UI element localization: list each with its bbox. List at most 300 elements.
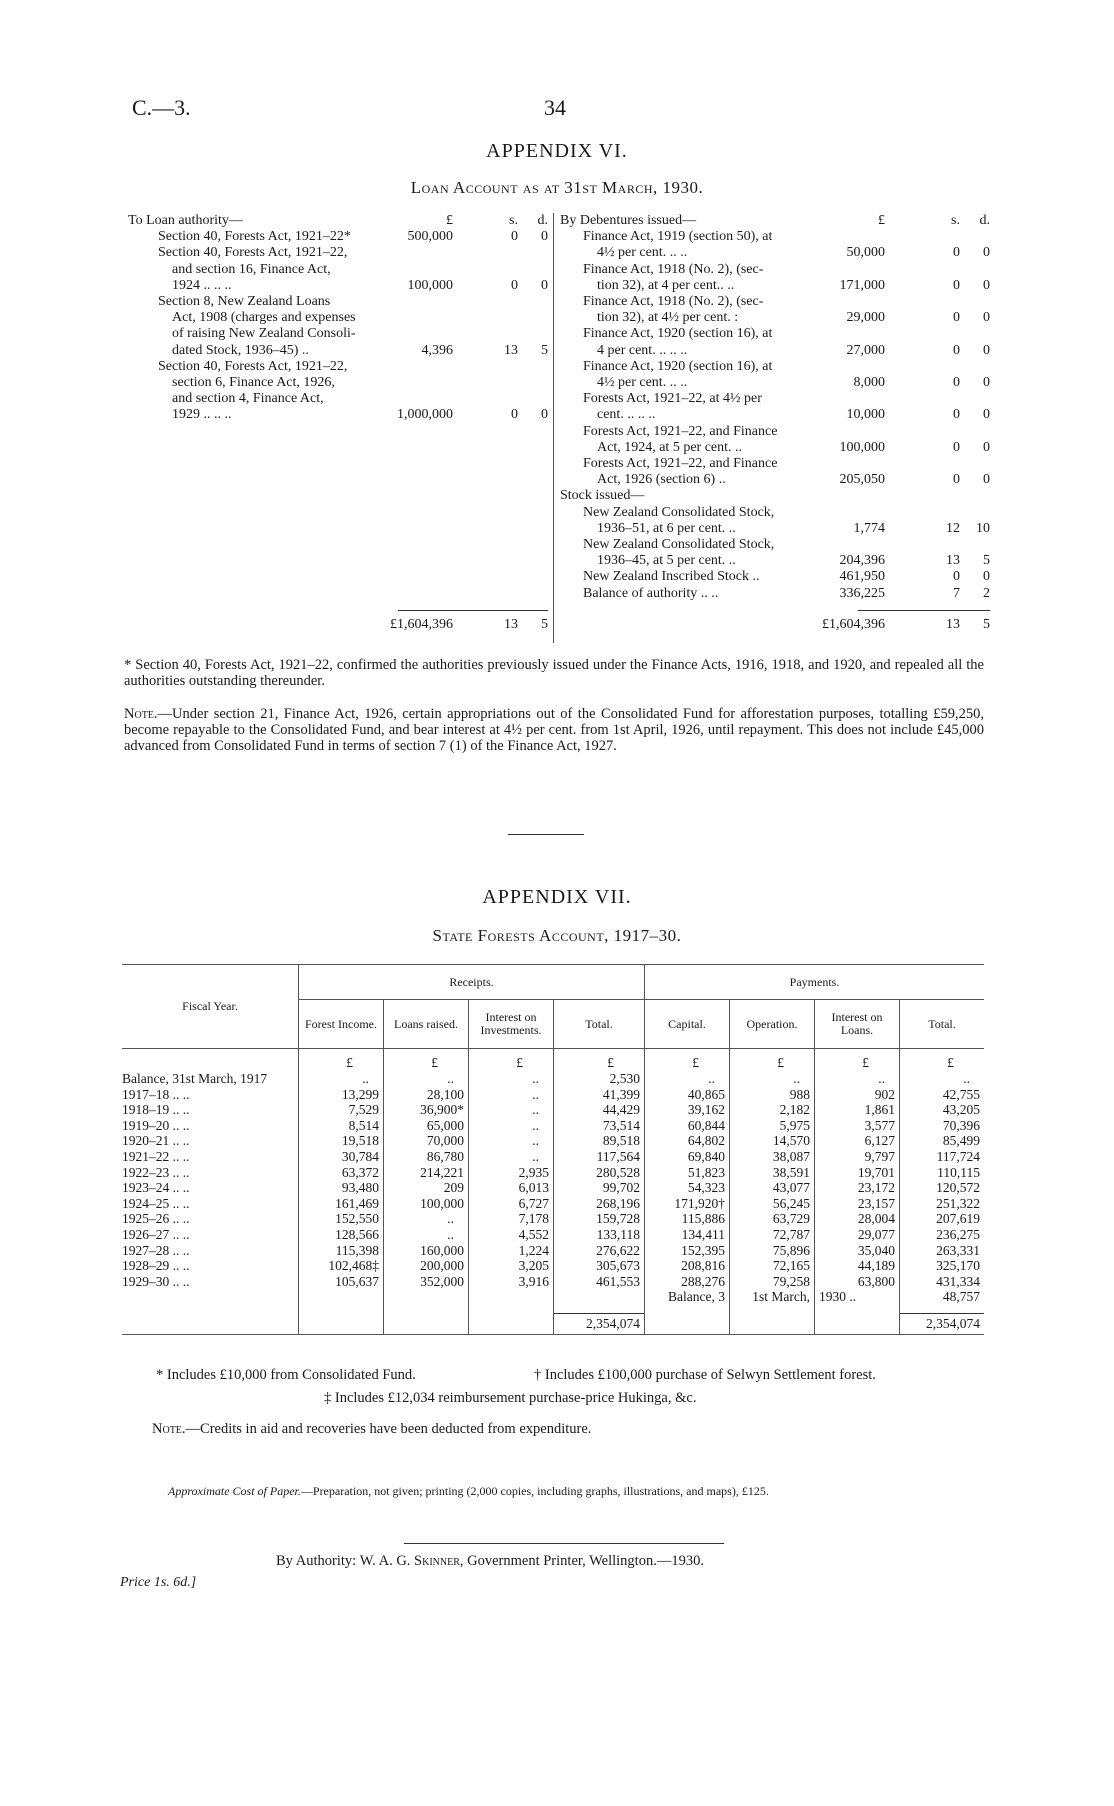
- loan-right-line: [560, 505, 990, 521]
- line-text: Forests Act, 1921–22, and Finance: [583, 456, 778, 472]
- line-text: cent. .. .. ..: [597, 407, 656, 423]
- value-cell: 115,886: [645, 1211, 730, 1227]
- table-row: [122, 1211, 984, 1227]
- line-text: dated Stock, 1936–45) ..: [172, 342, 309, 358]
- value-cell: 100,000: [384, 1196, 469, 1212]
- fiscal-year-cell: 1922–23 .. ..: [122, 1164, 190, 1180]
- value-cell: 28,004: [815, 1211, 900, 1227]
- value-cell: 6,013: [469, 1180, 554, 1196]
- spacer-cell: [299, 1305, 384, 1314]
- loan-right-line: [560, 586, 990, 602]
- line-text: Section 40, Forests Act, 1921–22,: [158, 358, 348, 374]
- value-cell: ..: [469, 1102, 554, 1118]
- spacer-cell: [122, 1305, 299, 1314]
- value-cell: 64,802: [645, 1133, 730, 1149]
- amount-pence: 0: [983, 310, 990, 326]
- table-row: [122, 1071, 984, 1087]
- cost-of-paper: [168, 1484, 769, 1499]
- col-capital: Capital.: [645, 1000, 730, 1049]
- loan-right-line: [560, 294, 990, 310]
- fiscal-year-cell: 1926–27 .. ..: [122, 1226, 190, 1242]
- col-interest-investments: Interest on Investments.: [469, 1000, 554, 1049]
- value-cell: 325,170: [900, 1258, 985, 1274]
- table-row: [122, 1180, 984, 1196]
- value-cell: 161,469: [299, 1196, 384, 1212]
- value-cell: 99,702: [554, 1180, 645, 1196]
- value-cell: 268,196: [554, 1196, 645, 1212]
- value-cell: ..: [815, 1071, 900, 1087]
- fiscal-year-cell: 1918–19 .. ..: [122, 1102, 190, 1118]
- spacer-cell: [730, 1305, 815, 1314]
- empty-cell: [469, 1313, 554, 1334]
- line-text: of raising New Zealand Consoli-: [172, 326, 356, 342]
- col-loans-raised: Loans raised.: [384, 1000, 469, 1049]
- value-cell: 75,896: [730, 1243, 815, 1259]
- price: Price 1s. 6d.]: [120, 1575, 197, 1590]
- value-cell: 56,245: [730, 1196, 815, 1212]
- value-cell: 69,840: [645, 1149, 730, 1165]
- loan-right-line: [560, 456, 990, 472]
- table-row: [122, 1133, 984, 1149]
- value-cell: 44,429: [554, 1102, 645, 1118]
- page-number: 34: [544, 95, 566, 120]
- fiscal-year-cell: [122, 1289, 299, 1305]
- loan-right-line: [560, 278, 990, 294]
- line-text: 4½ per cent. .. ..: [597, 375, 688, 391]
- totals-row: [122, 1313, 984, 1334]
- loan-left-line: [128, 359, 548, 375]
- fiscal-year-cell: 1923–24 .. ..: [122, 1180, 190, 1196]
- line-text: Section 40, Forests Act, 1921–22,: [158, 245, 348, 261]
- loan-right-line: [560, 262, 990, 278]
- value-cell: ..: [384, 1227, 469, 1243]
- amount-pence: 10: [976, 520, 990, 536]
- column-divider: [553, 213, 554, 643]
- empty-cell: [645, 1313, 730, 1334]
- value-cell: 9,797: [815, 1149, 900, 1165]
- line-text: Section 8, New Zealand Loans: [158, 294, 331, 310]
- amount-shillings: 0: [953, 375, 960, 391]
- amount-pounds: 500,000: [407, 229, 453, 245]
- line-text: and section 4, Finance Act,: [172, 391, 324, 407]
- header-row-1: [122, 965, 984, 1000]
- table-row: [122, 1118, 984, 1134]
- value-cell: 38,591: [730, 1165, 815, 1181]
- currency-symbol: £: [645, 1049, 730, 1072]
- fiscal-year-cell: 1929–30 .. ..: [122, 1273, 190, 1289]
- value-cell: 39,162: [645, 1102, 730, 1118]
- spacer-cell: [900, 1305, 985, 1314]
- amount-shillings: 0: [953, 472, 960, 488]
- fiscal-year-cell: 1924–25 .. ..: [122, 1195, 190, 1211]
- line-text: New Zealand Inscribed Stock ..: [583, 569, 760, 585]
- value-cell: [469, 1289, 554, 1305]
- empty-cell: [815, 1313, 900, 1334]
- balance-text: 1st March,: [730, 1289, 815, 1305]
- line-text: Forests Act, 1921–22, and Finance: [583, 423, 778, 439]
- right-total-shillings: 13: [946, 617, 960, 632]
- value-cell: 120,572: [900, 1180, 985, 1196]
- table-row: [122, 1196, 984, 1212]
- amount-pounds: 50,000: [846, 245, 885, 261]
- value-cell: 8,514: [299, 1118, 384, 1134]
- loan-left-line: [128, 294, 548, 310]
- value-cell: 209: [384, 1180, 469, 1196]
- amount-pounds: 171,000: [839, 277, 885, 293]
- value-cell: 280,528: [554, 1165, 645, 1181]
- amount-pence: 0: [983, 375, 990, 391]
- fiscal-year-cell: 1917–18 .. ..: [122, 1086, 190, 1102]
- value-cell: 23,157: [815, 1196, 900, 1212]
- currency-row: [122, 1049, 984, 1072]
- amount-pounds: 8,000: [853, 375, 885, 391]
- loan-right-heading: By Debentures issued—: [560, 213, 697, 228]
- amount-pounds: 10,000: [846, 407, 885, 423]
- value-cell: ..: [384, 1071, 469, 1087]
- value-cell: ..: [469, 1071, 554, 1087]
- loan-right-line: [560, 407, 990, 423]
- cost-label: Approximate Cost of Paper.: [168, 1484, 301, 1498]
- line-text: Finance Act, 1920 (section 16), at: [583, 326, 773, 342]
- left-total-pounds: £1,604,396: [390, 617, 453, 632]
- value-cell: 89,518: [554, 1133, 645, 1149]
- line-text: Finance Act, 1918 (No. 2), (sec-: [583, 261, 764, 277]
- value-cell: 42,755: [900, 1087, 985, 1103]
- amount-pence: 0: [541, 277, 548, 293]
- value-cell: 60,844: [645, 1118, 730, 1134]
- value-cell: 63,372: [299, 1165, 384, 1181]
- appendix-vii-title: APPENDIX VII.: [482, 886, 632, 908]
- footnote-2: † Includes £100,000 purchase of Selwyn Settlement forest.: [534, 1367, 876, 1383]
- currency-symbol: £: [299, 1049, 384, 1072]
- amount-shillings: 0: [511, 277, 518, 293]
- loan-left-heading-row: [128, 213, 548, 229]
- table-row: [122, 1087, 984, 1103]
- value-cell: 208,816: [645, 1258, 730, 1274]
- line-text: Balance of authority .. ..: [583, 585, 719, 601]
- appendix-vi-footnote: * Section 40, Forests Act, 1921–22, confirmed the authorities previously issued under the Finance Acts, 1916, 1918, and 1920, and repealed all the authorities outstanding thereunder.: [124, 657, 984, 689]
- authority-prefix: By Authority:: [276, 1553, 357, 1569]
- appendix-vi-title: APPENDIX VI.: [486, 140, 628, 162]
- fiscal-year-cell: 1928–29 .. ..: [122, 1258, 190, 1274]
- value-cell: 7,529: [299, 1102, 384, 1118]
- loan-left-line: [128, 407, 548, 423]
- value-cell: ..: [900, 1071, 985, 1087]
- line-text: section 6, Finance Act, 1926,: [172, 375, 335, 391]
- loan-right-line: [560, 537, 990, 553]
- value-cell: 40,865: [645, 1087, 730, 1103]
- amount-shillings: 0: [511, 407, 518, 423]
- col-fiscal-year: Fiscal Year.: [122, 965, 299, 1049]
- loan-left-line: [128, 229, 548, 245]
- amount-shillings: 0: [953, 277, 960, 293]
- value-cell: 41,399: [554, 1087, 645, 1103]
- line-text: New Zealand Consolidated Stock,: [583, 537, 775, 553]
- appendix-vi-note: [124, 706, 984, 754]
- value-cell: 70,000: [384, 1133, 469, 1149]
- value-cell: 19,701: [815, 1165, 900, 1181]
- footnote-1: * Includes £10,000 from Consolidated Fund.: [156, 1367, 416, 1383]
- value-cell: 117,564: [554, 1149, 645, 1165]
- amount-pounds: 204,396: [839, 553, 885, 569]
- value-cell: 43,077: [730, 1180, 815, 1196]
- value-cell: ..: [469, 1087, 554, 1103]
- value-cell: 43,205: [900, 1102, 985, 1118]
- value-cell: 2,530: [554, 1071, 645, 1087]
- loan-right-line: [560, 343, 990, 359]
- currency-symbol: £: [815, 1049, 900, 1072]
- loan-right-line: [560, 472, 990, 488]
- loan-left-line: [128, 245, 548, 261]
- value-cell: 63,800: [815, 1274, 900, 1290]
- appendix-vi-subtitle: Loan Account as at 31st March, 1930.: [410, 178, 704, 197]
- line-text: Finance Act, 1920 (section 16), at: [583, 358, 773, 374]
- value-cell: 13,299: [299, 1087, 384, 1103]
- note-label: Note.: [152, 1421, 186, 1437]
- value-cell: 1,861: [815, 1102, 900, 1118]
- line-text: 4 per cent. .. .. ..: [597, 342, 688, 358]
- value-cell: ..: [469, 1118, 554, 1134]
- currency-symbol: £: [730, 1049, 815, 1072]
- fiscal-year-cell: 1920–21 .. ..: [122, 1133, 190, 1149]
- value-cell: 3,577: [815, 1118, 900, 1134]
- value-cell: ..: [645, 1071, 730, 1087]
- pound-head: £: [878, 213, 885, 228]
- spacer-cell: [469, 1305, 554, 1314]
- table-body: [122, 1049, 984, 1335]
- line-text: 4½ per cent. .. ..: [597, 245, 688, 261]
- line-text: 1936–45, at 5 per cent. ..: [597, 553, 736, 569]
- spacer-row: [122, 1305, 984, 1314]
- amount-pounds: 4,396: [421, 342, 453, 358]
- value-cell: ..: [469, 1133, 554, 1149]
- table-row: [122, 1274, 984, 1290]
- appendix-vii-note: [152, 1421, 591, 1438]
- value-cell: [384, 1289, 469, 1305]
- line-text: 1929 .. .. ..: [172, 407, 232, 423]
- note-text: —Credits in aid and recoveries have been deducted from expenditure.: [185, 1421, 592, 1437]
- amount-shillings: 0: [953, 407, 960, 423]
- value-cell: ..: [469, 1149, 554, 1165]
- value-cell: 51,823: [645, 1165, 730, 1181]
- value-cell: 288,276: [645, 1274, 730, 1290]
- line-text: Act, 1924, at 5 per cent. ..: [597, 439, 743, 455]
- pence-head: d.: [537, 213, 548, 228]
- line-text: Finance Act, 1919 (section 50), at: [583, 229, 773, 245]
- loan-account: [128, 213, 988, 643]
- loan-left-line: [128, 278, 548, 294]
- amount-pounds: 205,050: [839, 472, 885, 488]
- table-row: [122, 1258, 984, 1274]
- loan-right-line: [560, 569, 990, 585]
- value-cell: 73,514: [554, 1118, 645, 1134]
- value-cell: 105,637: [299, 1274, 384, 1290]
- value-cell: 3,916: [469, 1274, 554, 1290]
- col-payments-total: Total.: [900, 1000, 985, 1049]
- value-cell: 1,224: [469, 1243, 554, 1259]
- cost-text: —Preparation, not given; printing (2,000 copies, including graphs, illustrations, and maps), £125.: [300, 1484, 769, 1498]
- value-cell: 159,728: [554, 1211, 645, 1227]
- value-cell: 171,920†: [645, 1196, 730, 1212]
- value-cell: 200,000: [384, 1258, 469, 1274]
- value-cell: 86,780: [384, 1149, 469, 1165]
- amount-pence: 0: [983, 569, 990, 585]
- value-cell: 263,331: [900, 1243, 985, 1259]
- value-cell: 2,935: [469, 1165, 554, 1181]
- loan-left-line: [128, 262, 548, 278]
- currency-symbol: £: [900, 1049, 985, 1072]
- amount-pence: 5: [541, 342, 548, 358]
- value-cell: 3,205: [469, 1258, 554, 1274]
- spacer-cell: [645, 1305, 730, 1314]
- loan-right-line: [560, 245, 990, 261]
- amount-shillings: 12: [946, 520, 960, 536]
- balance-text: 1930 ..: [815, 1289, 900, 1305]
- spacer-cell: [815, 1305, 900, 1314]
- note-text: —Under section 21, Finance Act, 1926, certain appropriations out of the Consolidated Fund for afforestation purposes, totalling £59,250, become repayable to the Consolidated Fund, and bear interest at 4½ per cent. from 1st April, 1926, until repayment. This does not include £45,000 advanced from Consolidated Fund in terms of section 7 (1) of the Finance Act, 1927.: [124, 706, 984, 754]
- table-row: [122, 1102, 984, 1118]
- amount-shillings: 0: [953, 245, 960, 261]
- authority-name: W. A. G. Skinner,: [359, 1553, 464, 1569]
- amount-pence: 2: [983, 585, 990, 601]
- amount-shillings: 0: [953, 439, 960, 455]
- loan-right-line: [560, 375, 990, 391]
- amount-pounds: 100,000: [407, 277, 453, 293]
- shilling-head: s.: [951, 213, 960, 228]
- value-cell: 4,552: [469, 1227, 554, 1243]
- amount-pounds: 1,774: [853, 520, 885, 536]
- col-group-payments: Payments.: [645, 965, 985, 1000]
- value-cell: 63,729: [730, 1211, 815, 1227]
- value-cell: ..: [299, 1071, 384, 1087]
- pound-head: £: [446, 213, 453, 228]
- value-cell: 431,334: [900, 1274, 985, 1290]
- left-total-shillings: 13: [504, 617, 518, 632]
- value-cell: 207,619: [900, 1211, 985, 1227]
- loan-credit-side: [560, 213, 990, 602]
- col-forest-income: Forest Income.: [299, 1000, 384, 1049]
- shilling-head: s.: [509, 213, 518, 228]
- fiscal-year-cell: 1921–22 .. ..: [122, 1148, 190, 1164]
- value-cell: 54,323: [645, 1180, 730, 1196]
- loan-right-line: [560, 440, 990, 456]
- right-total-pence: 5: [983, 617, 990, 632]
- value-cell: 44,189: [815, 1258, 900, 1274]
- amount-shillings: 13: [946, 553, 960, 569]
- amount-shillings: 7: [953, 585, 960, 601]
- value-cell: 102,468‡: [299, 1258, 384, 1274]
- value-cell: 36,900*: [384, 1102, 469, 1118]
- value-cell: 128,566: [299, 1227, 384, 1243]
- value-cell: 28,100: [384, 1087, 469, 1103]
- appendix-vii-subtitle: State Forests Account, 1917–30.: [432, 926, 682, 945]
- loan-right-line: [560, 391, 990, 407]
- value-cell: 352,000: [384, 1274, 469, 1290]
- currency-symbol: £: [469, 1049, 554, 1072]
- pence-head: d.: [979, 213, 990, 228]
- value-cell: 30,784: [299, 1149, 384, 1165]
- value-cell: 305,673: [554, 1258, 645, 1274]
- right-total-rule: [858, 610, 990, 611]
- value-cell: 988: [730, 1087, 815, 1103]
- loan-right-line: [560, 424, 990, 440]
- value-cell: 133,118: [554, 1227, 645, 1243]
- total-cell: 2,354,074: [554, 1313, 645, 1334]
- footnote-3: ‡ Includes £12,034 reimbursement purchase-price Hukinga, &c.: [324, 1390, 697, 1406]
- empty-cell: [122, 1313, 299, 1334]
- table-row: [122, 1243, 984, 1259]
- currency-symbol: £: [554, 1049, 645, 1072]
- fiscal-year-cell: 1927–28 .. ..: [122, 1242, 190, 1258]
- value-cell: 152,395: [645, 1243, 730, 1259]
- value-cell: 251,322: [900, 1196, 985, 1212]
- stock-heading: Stock issued—: [560, 488, 645, 504]
- amount-pounds: 336,225: [839, 585, 885, 601]
- line-text: 1936–51, at 6 per cent. ..: [597, 520, 736, 536]
- loan-right-line: [560, 359, 990, 375]
- value-cell: 79,258: [730, 1274, 815, 1290]
- line-text: and section 16, Finance Act,: [172, 261, 331, 277]
- note-label: Note.: [124, 706, 158, 722]
- state-forests-table: [122, 964, 984, 1335]
- fiscal-year-cell: Balance, 31st March, 1917: [122, 1071, 268, 1086]
- value-cell: 5,975: [730, 1118, 815, 1134]
- amount-pence: 0: [983, 277, 990, 293]
- value-cell: 902: [815, 1087, 900, 1103]
- left-total-pence: 5: [541, 617, 548, 632]
- amount-pounds: 100,000: [839, 439, 885, 455]
- value-cell: ..: [730, 1071, 815, 1087]
- value-cell: 70,396: [900, 1118, 985, 1134]
- empty-cell: [730, 1313, 815, 1334]
- value-cell: 6,727: [469, 1196, 554, 1212]
- amount-pence: 0: [983, 439, 990, 455]
- balance-row: [122, 1289, 984, 1305]
- line-text: Act, 1926 (section 6) ..: [597, 472, 726, 488]
- loan-left-line: [128, 326, 548, 342]
- amount-pence: 0: [983, 472, 990, 488]
- value-cell: 115,398: [299, 1243, 384, 1259]
- line-text: tion 32), at 4½ per cent. :: [597, 310, 739, 326]
- amount-shillings: 0: [511, 229, 518, 245]
- section-divider: [508, 834, 584, 835]
- table-row: [122, 1149, 984, 1165]
- value-cell: 236,275: [900, 1227, 985, 1243]
- loan-left-heading: To Loan authority—: [128, 213, 243, 228]
- loan-right-line: [560, 310, 990, 326]
- value-cell: 110,115: [900, 1165, 985, 1181]
- col-group-receipts: Receipts.: [299, 965, 645, 1000]
- value-cell: 35,040: [815, 1243, 900, 1259]
- line-text: Forests Act, 1921–22, at 4½ per: [583, 391, 762, 407]
- right-total-pounds: £1,604,396: [822, 617, 885, 632]
- amount-pence: 0: [541, 407, 548, 423]
- loan-right-line: [560, 553, 990, 569]
- amount-shillings: 0: [953, 569, 960, 585]
- left-total-rule: [398, 610, 548, 611]
- value-cell: 134,411: [645, 1227, 730, 1243]
- loan-right-line: [560, 326, 990, 342]
- amount-pounds: 29,000: [846, 310, 885, 326]
- loan-right-line: [560, 229, 990, 245]
- balance-amount: 48,757: [900, 1289, 985, 1305]
- table-row: [122, 1227, 984, 1243]
- amount-pence: 0: [983, 407, 990, 423]
- spacer-cell: [384, 1305, 469, 1314]
- balance-text: Balance, 3: [645, 1289, 730, 1305]
- loan-right-line: [560, 521, 990, 537]
- value-cell: 23,172: [815, 1180, 900, 1196]
